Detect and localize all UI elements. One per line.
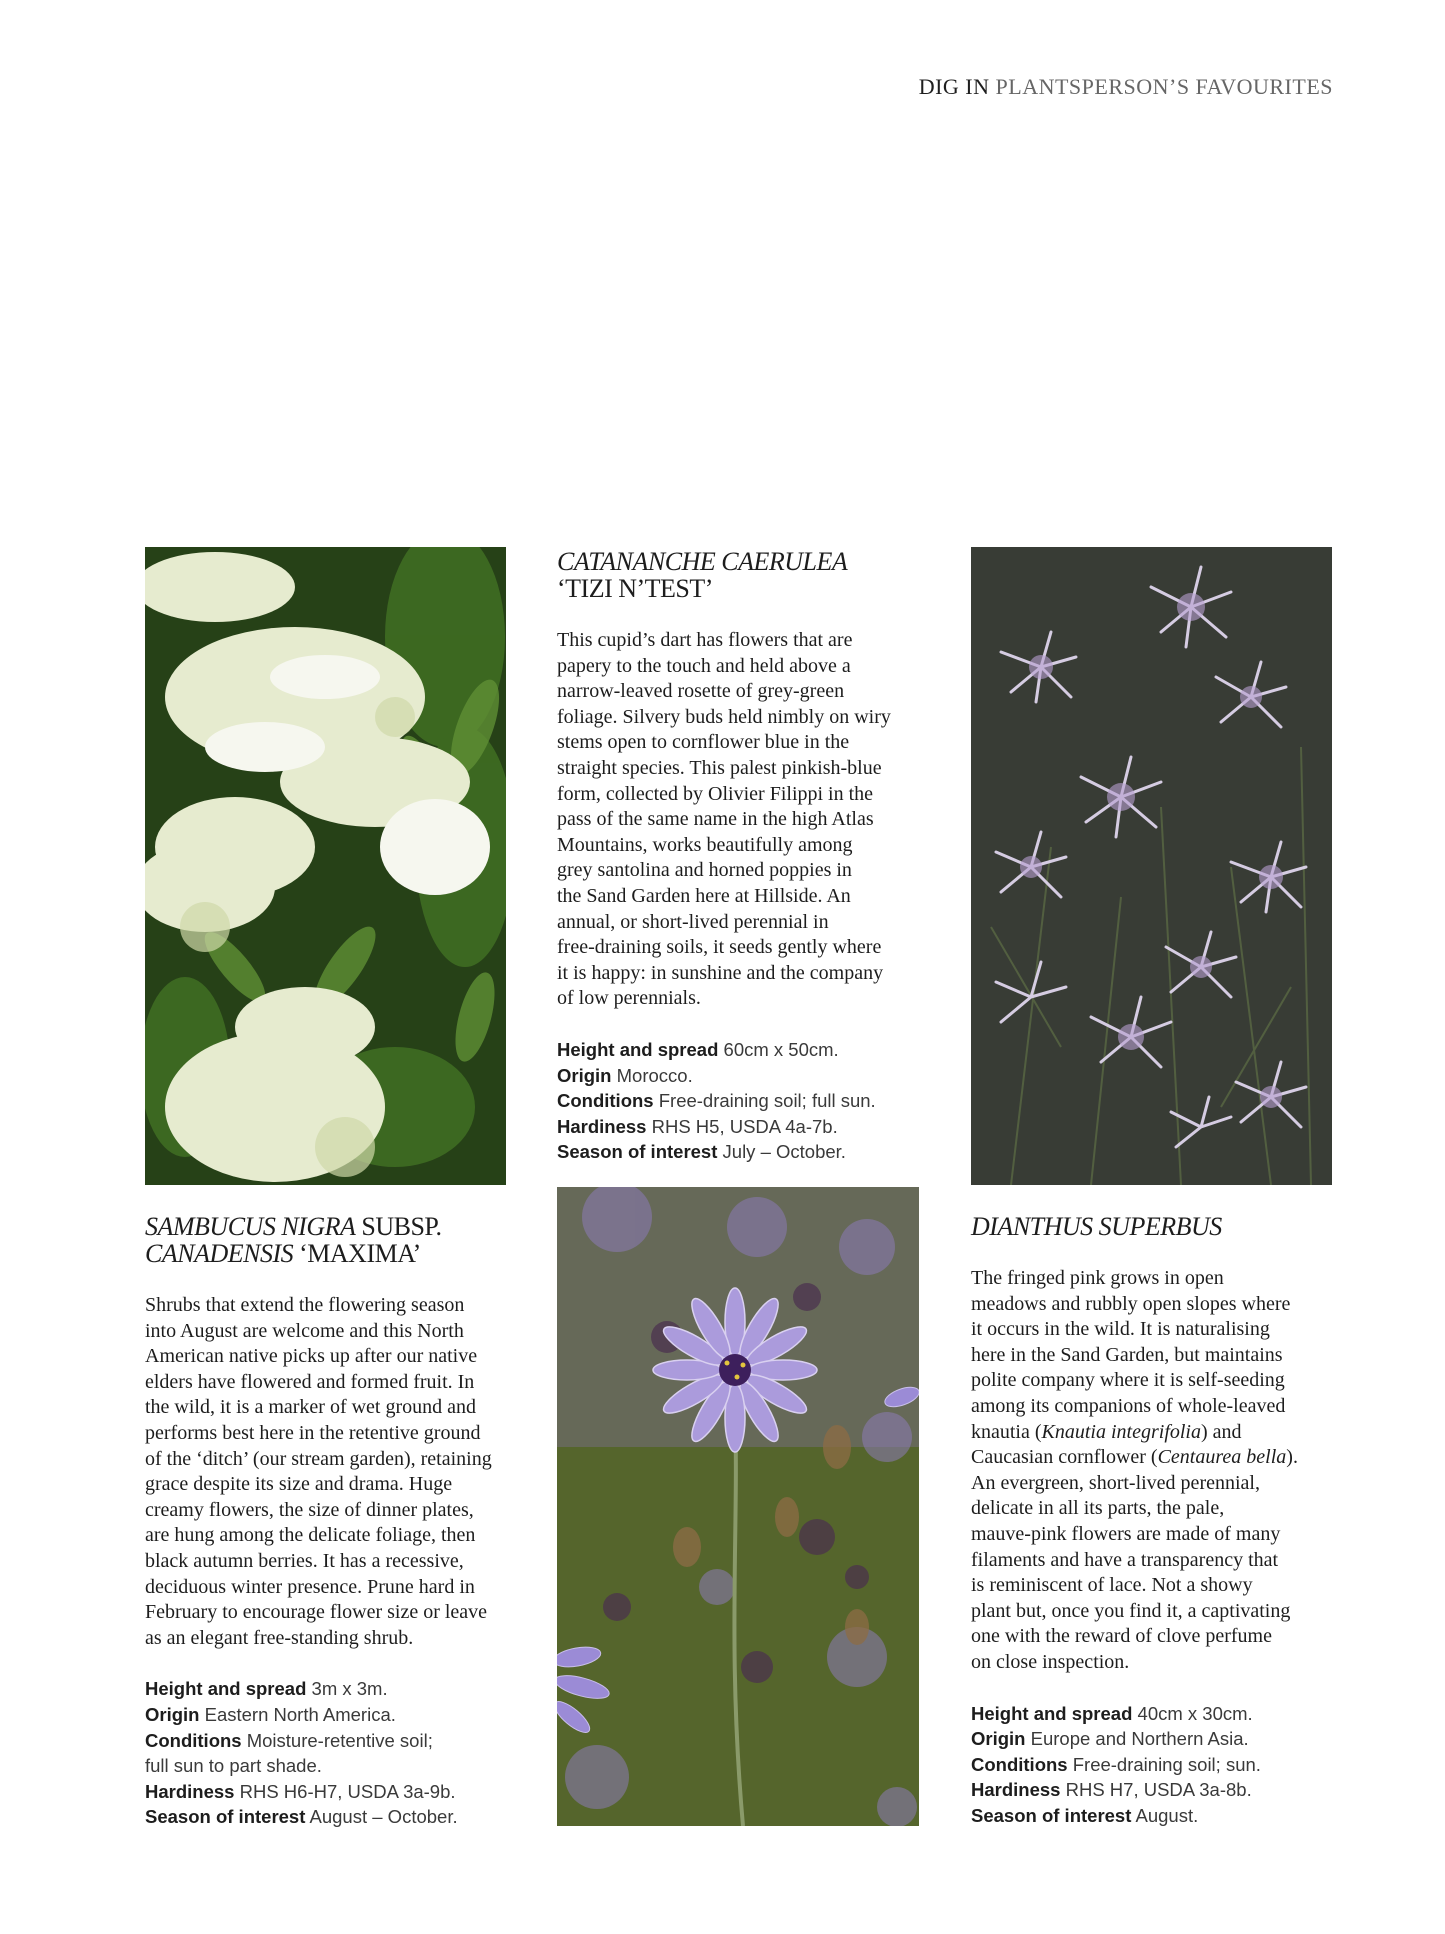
fact-value: 40cm x 30cm.	[1137, 1702, 1253, 1724]
body-line: foliage. Silvery buds held nimbly on wiry	[557, 705, 891, 728]
fact-label: Hardiness	[971, 1779, 1061, 1801]
header-section: DIG IN	[918, 74, 990, 99]
sambucus-photo-art	[145, 547, 506, 1185]
fact-conditions-cont: full sun to part shade.	[145, 1755, 322, 1777]
sambucus-facts	[145, 1676, 515, 1830]
body-text: ).	[1286, 1446, 1298, 1469]
fact-value: Europe and Northern Asia.	[1030, 1728, 1249, 1750]
fact-label: Season of interest	[145, 1806, 306, 1828]
body-line: it occurs in the wild. It is naturalising	[971, 1318, 1270, 1341]
body-line: Mountains, works beautifully among	[557, 833, 853, 856]
sambucus-title-part3: CANADENSIS	[145, 1239, 294, 1268]
fact-label: Season of interest	[557, 1141, 718, 1163]
fact-value: Moisture-retentive soil;	[246, 1729, 433, 1751]
body-line: creamy flowers, the size of dinner plates,	[145, 1498, 474, 1521]
fact-value: July – October.	[722, 1141, 846, 1163]
body-line: polite company where it is self-seeding	[971, 1369, 1285, 1392]
fact-value: 3m x 3m.	[311, 1678, 388, 1700]
body-line: into August are welcome and this North	[145, 1319, 464, 1342]
body-line: are hung among the delicate foliage, then	[145, 1524, 476, 1547]
catananche-photo	[557, 1187, 919, 1826]
fact-value: August – October.	[309, 1806, 458, 1828]
body-line	[971, 1420, 1341, 1446]
running-header	[919, 74, 1333, 100]
fact-season	[557, 1139, 927, 1165]
body-line: straight species. This palest pinkish-blue	[557, 756, 882, 779]
body-line: form, collected by Olivier Filippi in the	[557, 782, 874, 805]
sambucus-photo	[145, 547, 506, 1185]
fact-conditions	[145, 1728, 515, 1754]
fact-conditions	[557, 1088, 927, 1114]
fact-label: Height and spread	[971, 1702, 1133, 1724]
sambucus-title	[145, 1213, 515, 1267]
body-line: on close inspection.	[971, 1650, 1130, 1673]
body-line: grey santolina and horned poppies in	[557, 859, 852, 882]
fact-hardiness	[971, 1777, 1341, 1803]
fact-label: Conditions	[145, 1729, 242, 1751]
fact-value: Free-draining soil; sun.	[1072, 1753, 1261, 1775]
dianthus-title: DIANTHUS SUPERBUS	[971, 1212, 1222, 1241]
catananche-title-line1: CATANANCHE CAERULEA	[557, 547, 848, 576]
latin-name: Knautia integrifolia	[1041, 1420, 1201, 1443]
catananche-facts	[557, 1037, 927, 1165]
body-line: deciduous winter presence. Prune hard in	[145, 1575, 475, 1598]
catananche-body	[557, 628, 927, 1012]
body-line: is reminiscent of lace. Not a showy	[971, 1574, 1253, 1597]
body-line: mauve-pink flowers are made of many	[971, 1522, 1281, 1545]
body-line: of low perennials.	[557, 987, 701, 1010]
body-text: Caucasian cornflower (	[971, 1446, 1158, 1469]
body-line: February to encourage flower size or leave	[145, 1601, 488, 1624]
sambucus-body	[145, 1293, 515, 1651]
fact-height	[145, 1676, 515, 1702]
body-line: The fringed pink grows in open	[971, 1267, 1224, 1289]
fact-value: 60cm x 50cm.	[723, 1038, 839, 1060]
fact-label: Height and spread	[145, 1678, 307, 1700]
dianthus-facts	[971, 1701, 1341, 1829]
fact-origin	[971, 1726, 1341, 1752]
fact-label: Origin	[557, 1064, 612, 1086]
header-title: PLANTSPERSON’S FAVOURITES	[995, 74, 1333, 99]
body-line: the Sand Garden here at Hillside. An	[557, 884, 851, 907]
body-line: performs best here in the retentive ground	[145, 1421, 481, 1444]
fact-conditions	[971, 1752, 1341, 1778]
body-line	[971, 1445, 1341, 1471]
body-line: This cupid’s dart has flowers that are	[557, 629, 853, 651]
body-line: pass of the same name in the high Atlas	[557, 808, 874, 831]
body-line: An evergreen, short-lived perennial,	[971, 1471, 1260, 1494]
body-line: of the ‘ditch’ (our stream garden), retaining	[145, 1447, 492, 1470]
fact-value: RHS H5, USDA 4a-7b.	[651, 1115, 838, 1137]
catananche-entry	[557, 548, 927, 1165]
catananche-photo-art	[557, 1187, 919, 1826]
body-line: among its companions of whole-leaved	[971, 1394, 1286, 1417]
body-line: grace despite its size and drama. Huge	[145, 1473, 453, 1496]
dianthus-body	[971, 1266, 1341, 1676]
body-line: free-draining soils, it seeds gently where	[557, 936, 882, 959]
fact-value: RHS H6-H7, USDA 3a-9b.	[239, 1780, 456, 1802]
body-line: it is happy: in sunshine and the company	[557, 961, 884, 984]
body-line: Shrubs that extend the flowering season	[145, 1294, 465, 1316]
fact-label: Origin	[145, 1703, 200, 1725]
fact-value: Morocco.	[616, 1064, 693, 1086]
body-line: the wild, it is a marker of wet ground and	[145, 1396, 477, 1419]
fact-hardiness	[557, 1114, 927, 1140]
fact-season	[145, 1804, 515, 1830]
body-line: papery to the touch and held above a	[557, 654, 851, 677]
fact-label: Conditions	[971, 1753, 1068, 1775]
fact-origin	[145, 1702, 515, 1728]
sambucus-title-part2: SUBSP.	[355, 1212, 442, 1241]
fact-label: Origin	[971, 1728, 1026, 1750]
sambucus-entry	[145, 1213, 515, 1830]
fact-value: Eastern North America.	[204, 1703, 396, 1725]
fact-label: Season of interest	[971, 1804, 1132, 1826]
body-line: annual, or short-lived perennial in	[557, 910, 829, 933]
body-text: ) and	[1200, 1420, 1242, 1443]
latin-name: Centaurea bella	[1157, 1446, 1287, 1469]
dianthus-entry	[971, 1213, 1341, 1828]
fact-label: Conditions	[557, 1090, 654, 1112]
fact-origin	[557, 1063, 927, 1089]
fact-label: Hardiness	[145, 1780, 235, 1802]
body-text: knautia (	[971, 1420, 1042, 1443]
fact-height	[971, 1701, 1341, 1727]
fact-label: Height and spread	[557, 1038, 719, 1060]
body-line: black autumn berries. It has a recessive,	[145, 1549, 464, 1572]
dianthus-photo	[971, 547, 1332, 1185]
body-line: stems open to cornflower blue in the	[557, 731, 850, 754]
fact-value: RHS H7, USDA 3a-8b.	[1065, 1779, 1252, 1801]
fact-value: August.	[1135, 1804, 1199, 1826]
body-line: plant but, once you find it, a captivating	[971, 1599, 1291, 1622]
fact-value: Free-draining soil; full sun.	[658, 1090, 876, 1112]
body-line: American native picks up after our native	[145, 1345, 478, 1368]
sambucus-title-part1: SAMBUCUS NIGRA	[145, 1212, 356, 1241]
body-line: filaments and have a transparency that	[971, 1548, 1279, 1571]
body-line: as an elegant free-standing shrub.	[145, 1626, 414, 1649]
body-line: here in the Sand Garden, but maintains	[971, 1343, 1283, 1366]
fact-label: Hardiness	[557, 1115, 647, 1137]
fact-height	[557, 1037, 927, 1063]
sambucus-title-part4: ‘MAXIMA’	[293, 1239, 421, 1268]
body-line: elders have flowered and formed fruit. In	[145, 1370, 475, 1393]
catananche-title	[557, 548, 927, 602]
dianthus-photo-art	[971, 547, 1332, 1185]
body-line: one with the reward of clove perfume	[971, 1625, 1272, 1648]
fact-hardiness	[145, 1779, 515, 1805]
body-line: narrow-leaved rosette of grey-green	[557, 680, 845, 703]
catananche-title-line2: ‘TIZI N’TEST’	[557, 574, 713, 603]
body-line: delicate in all its parts, the pale,	[971, 1497, 1225, 1520]
body-line: meadows and rubbly open slopes where	[971, 1292, 1291, 1315]
fact-season	[971, 1803, 1341, 1829]
